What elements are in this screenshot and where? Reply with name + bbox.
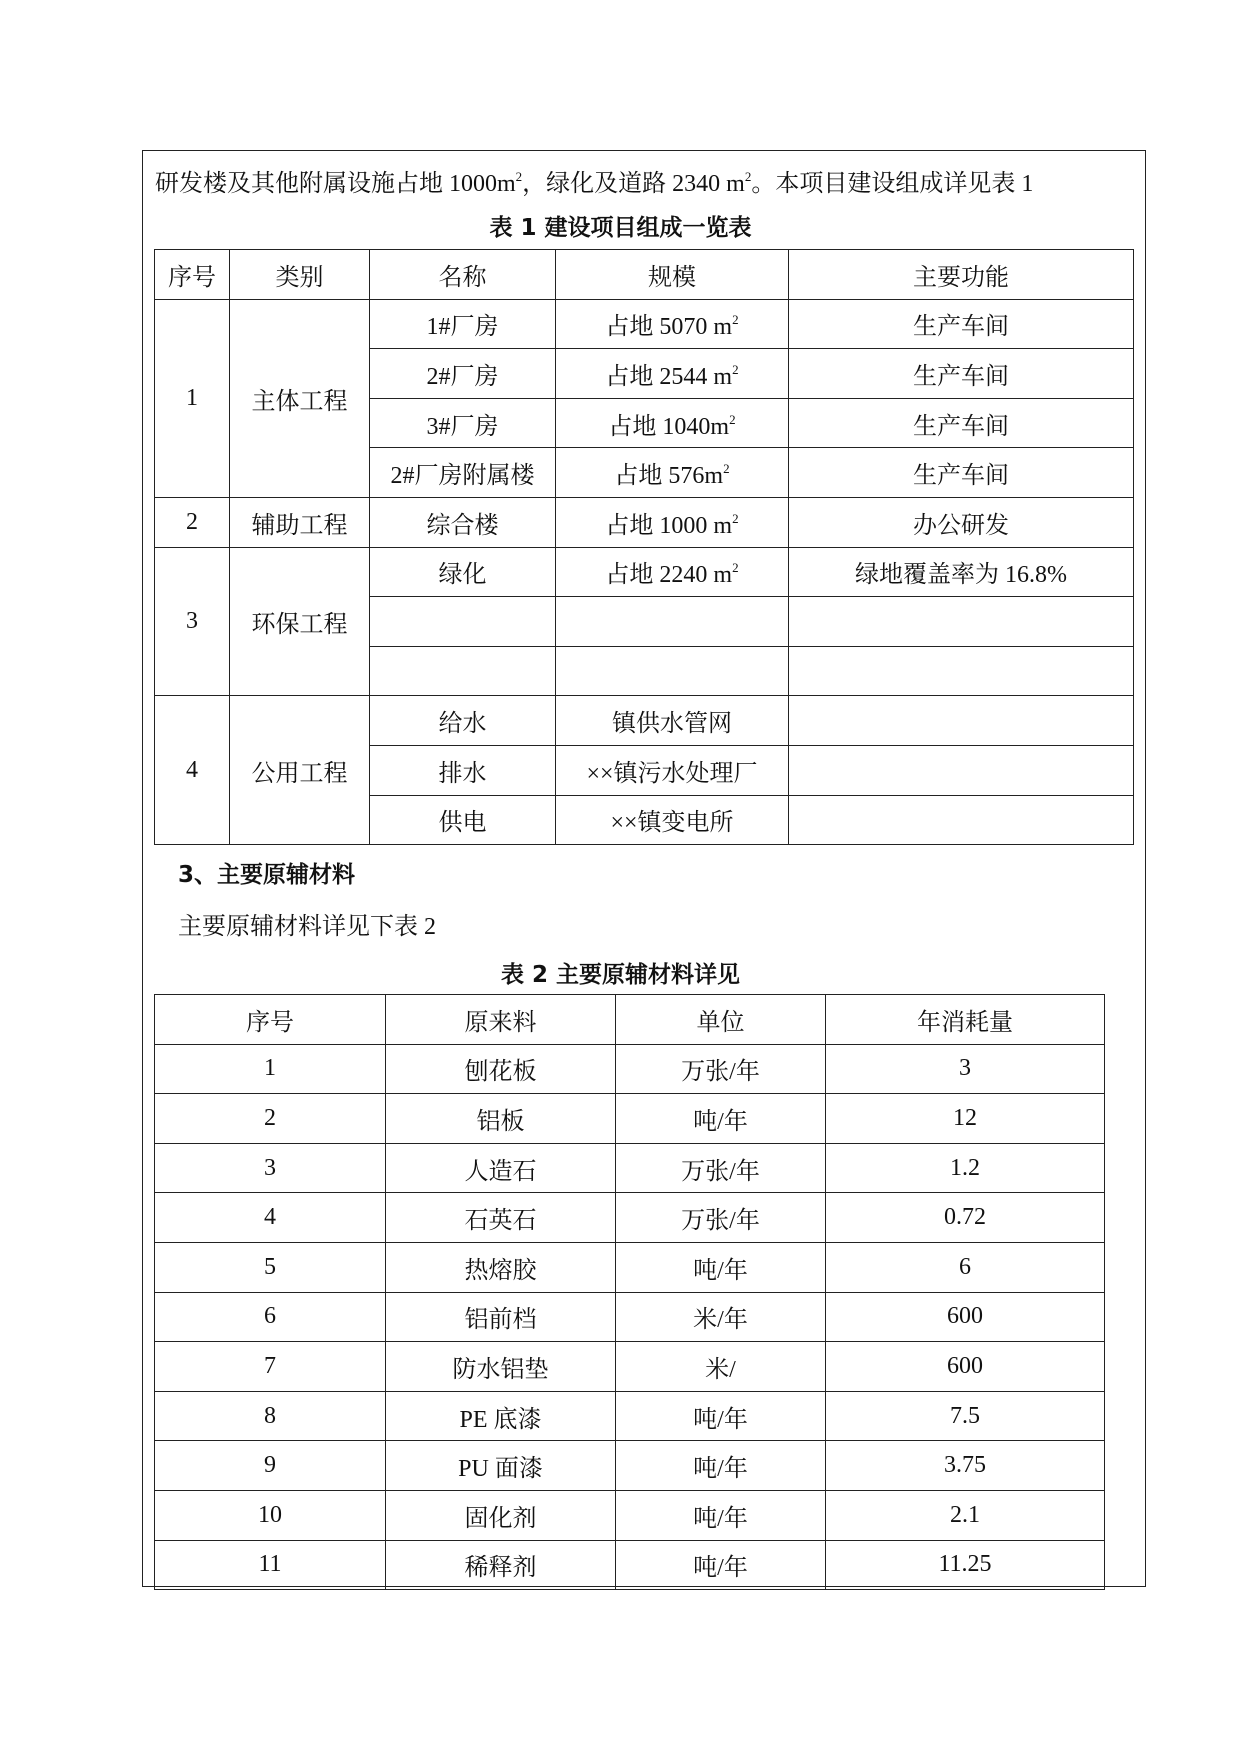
table-header-row — [155, 995, 1105, 1045]
group-number: 3 — [155, 547, 230, 696]
item-function: 办公研发 — [789, 497, 1134, 547]
table-row — [155, 1540, 1105, 1590]
group-category: 环保工程 — [230, 547, 370, 696]
item-function — [789, 795, 1134, 845]
header-cell: 类别 — [230, 250, 370, 300]
annual-consumption: 1.2 — [826, 1143, 1105, 1193]
header-cell: 序号 — [155, 995, 386, 1045]
item-scale: 占地 $1040m^2$ — [556, 398, 789, 448]
annual-consumption: 11.25 — [826, 1540, 1105, 1590]
group-category: 公用工程 — [230, 696, 370, 845]
group-category: 辅助工程 — [230, 497, 370, 547]
table-row — [155, 1490, 1105, 1540]
material-name: 热熔胶 — [386, 1242, 616, 1292]
group-number: 4 — [155, 696, 230, 845]
table-row — [155, 1242, 1105, 1292]
row-number: 6 — [155, 1292, 386, 1342]
section-title: 3、主要原辅材料 — [178, 862, 356, 888]
annual-consumption: 0.72 — [826, 1193, 1105, 1243]
item-function: 生产车间 — [789, 349, 1134, 399]
annual-consumption: 600 — [826, 1292, 1105, 1342]
table-row — [155, 1193, 1105, 1243]
header-cell: 单位 — [616, 995, 826, 1045]
section-text: 主要原辅材料详见下表 2 — [178, 914, 436, 940]
annual-consumption: 7.5 — [826, 1391, 1105, 1441]
table-row — [155, 1094, 1105, 1144]
intro-text-b: ，绿化及道路 2340 m — [522, 171, 745, 197]
item-name — [370, 646, 556, 696]
table-row — [155, 1143, 1105, 1193]
intro-text-a: 研发楼及其他附属设施占地 1000m — [155, 171, 516, 197]
row-number: 10 — [155, 1490, 386, 1540]
item-scale: ××镇变电所 — [556, 795, 789, 845]
intro-sup-a: 2 — [515, 169, 523, 184]
item-scale — [556, 646, 789, 696]
group-category: 主体工程 — [230, 299, 370, 497]
header-cell: 原来料 — [386, 995, 616, 1045]
table-row — [155, 497, 1134, 547]
item-name: 3#厂房 — [370, 398, 556, 448]
material-unit: 吨/年 — [616, 1540, 826, 1590]
material-unit: 吨/年 — [616, 1490, 826, 1540]
row-number: 9 — [155, 1441, 386, 1491]
item-name: 2#厂房附属楼 — [370, 448, 556, 498]
intro-sup-b: 2 — [744, 169, 752, 184]
group-number: 2 — [155, 497, 230, 547]
item-scale: ××镇污水处理厂 — [556, 745, 789, 795]
table1-caption: 表 1 建设项目组成一览表 — [489, 215, 752, 241]
material-name: 防水铝垫 — [386, 1342, 616, 1392]
material-unit: 万张/年 — [616, 1044, 826, 1094]
intro-paragraph — [155, 160, 1033, 201]
item-function — [789, 696, 1134, 746]
item-name: 给水 — [370, 696, 556, 746]
header-cell: 序号 — [155, 250, 230, 300]
header-cell: 规模 — [556, 250, 789, 300]
material-name: 铝前档 — [386, 1292, 616, 1342]
table-header-row — [155, 250, 1134, 300]
material-name: 人造石 — [386, 1143, 616, 1193]
table-row — [155, 1292, 1105, 1342]
item-function: 生产车间 — [789, 448, 1134, 498]
item-name: 排水 — [370, 745, 556, 795]
table-row — [155, 1342, 1105, 1392]
table-row — [155, 696, 1134, 746]
raw-materials-table — [154, 994, 1105, 1590]
item-function — [789, 597, 1134, 647]
material-unit: 万张/年 — [616, 1193, 826, 1243]
row-number: 11 — [155, 1540, 386, 1590]
table-row — [155, 299, 1134, 349]
material-name: PE 底漆 — [386, 1391, 616, 1441]
item-name: 1#厂房 — [370, 299, 556, 349]
table-row — [155, 1441, 1105, 1491]
row-number: 1 — [155, 1044, 386, 1094]
row-number: 4 — [155, 1193, 386, 1243]
item-name: 绿化 — [370, 547, 556, 597]
item-scale: 占地 2544 $m^2$ — [556, 349, 789, 399]
group-number: 1 — [155, 299, 230, 497]
item-function: 生产车间 — [789, 299, 1134, 349]
header-cell: 主要功能 — [789, 250, 1134, 300]
item-name: 供电 — [370, 795, 556, 845]
annual-consumption: 6 — [826, 1242, 1105, 1292]
item-scale: 占地 2240 $m^2$ — [556, 547, 789, 597]
annual-consumption: 3.75 — [826, 1441, 1105, 1491]
item-scale: 镇供水管网 — [556, 696, 789, 746]
item-scale — [556, 597, 789, 647]
material-unit: 吨/年 — [616, 1441, 826, 1491]
item-function: 生产车间 — [789, 398, 1134, 448]
material-name: 铝板 — [386, 1094, 616, 1144]
row-number: 3 — [155, 1143, 386, 1193]
item-name: 2#厂房 — [370, 349, 556, 399]
header-cell: 名称 — [370, 250, 556, 300]
project-composition-table — [154, 249, 1134, 845]
material-name: 固化剂 — [386, 1490, 616, 1540]
table-row — [155, 1044, 1105, 1094]
table2-caption: 表 2 主要原辅材料详见 — [500, 962, 741, 988]
item-scale: 占地 $576m^2$ — [556, 448, 789, 498]
material-name: PU 面漆 — [386, 1441, 616, 1491]
material-name: 刨花板 — [386, 1044, 616, 1094]
table-row — [155, 1391, 1105, 1441]
table-row — [155, 547, 1134, 597]
material-unit: 米/年 — [616, 1292, 826, 1342]
item-function — [789, 745, 1134, 795]
row-number: 8 — [155, 1391, 386, 1441]
annual-consumption: 600 — [826, 1342, 1105, 1392]
header-cell: 年消耗量 — [826, 995, 1105, 1045]
row-number: 7 — [155, 1342, 386, 1392]
item-scale: 占地 5070 $m^2$ — [556, 299, 789, 349]
item-scale: 占地 1000 $m^2$ — [556, 497, 789, 547]
material-name: 稀释剂 — [386, 1540, 616, 1590]
intro-text-c: 。本项目建设组成详见表 1 — [751, 171, 1034, 197]
row-number: 2 — [155, 1094, 386, 1144]
item-function: 绿地覆盖率为 16.8% — [789, 547, 1134, 597]
material-unit: 万张/年 — [616, 1143, 826, 1193]
material-unit: 吨/年 — [616, 1094, 826, 1144]
item-name: 综合楼 — [370, 497, 556, 547]
annual-consumption: 2.1 — [826, 1490, 1105, 1540]
material-unit: 吨/年 — [616, 1242, 826, 1292]
annual-consumption: 12 — [826, 1094, 1105, 1144]
item-function — [789, 646, 1134, 696]
annual-consumption: 3 — [826, 1044, 1105, 1094]
row-number: 5 — [155, 1242, 386, 1292]
item-name — [370, 597, 556, 647]
material-unit: 米/ — [616, 1342, 826, 1392]
material-name: 石英石 — [386, 1193, 616, 1243]
material-unit: 吨/年 — [616, 1391, 826, 1441]
